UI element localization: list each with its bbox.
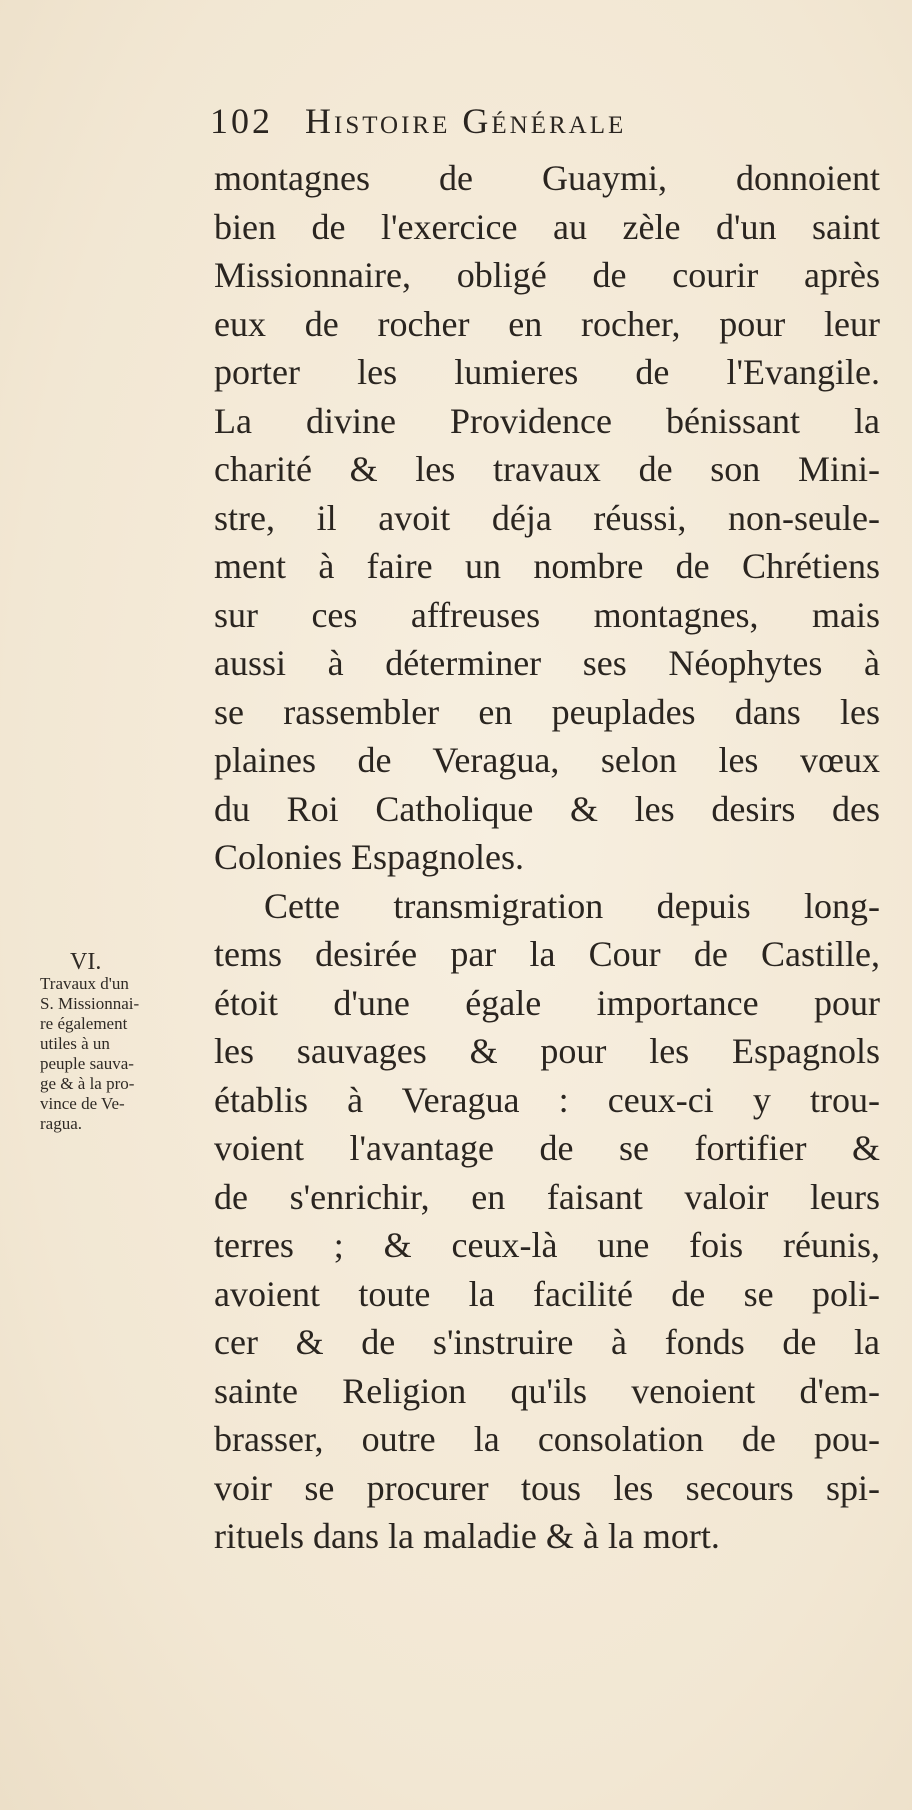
text-line: Missionnaire, obligé de courir après xyxy=(214,255,880,295)
text-line: tems desirée par la Cour de Castille, xyxy=(214,934,880,974)
marginal-note-line: Travaux d'un xyxy=(40,974,129,993)
section-number: VI. xyxy=(70,949,102,975)
text-line: établis à Veragua : ceux-ci y trou- xyxy=(214,1079,880,1120)
text-line: plaines de Veragua, selon les vœux xyxy=(214,740,880,780)
marginal-note-line: re également xyxy=(40,1014,128,1033)
text-line: charité & les travaux de son Mini- xyxy=(214,449,880,489)
text-line: du Roi Catholique & les desirs des xyxy=(214,788,880,829)
text-line: sur ces affreuses montagnes, mais xyxy=(214,594,880,635)
text-line: La divine Providence bénissant la xyxy=(214,400,880,441)
marginal-note-line: utiles à un xyxy=(40,1034,110,1053)
text-line: voient l'avantage de se fortifier & xyxy=(214,1128,880,1168)
text-line: eux de rocher en rocher, pour leur xyxy=(214,303,880,344)
text-line: terres ; & ceux-là une fois réunis, xyxy=(214,1225,880,1265)
marginal-note-line: S. Missionnai- xyxy=(40,994,140,1013)
body-text xyxy=(214,154,880,1561)
running-header xyxy=(210,100,890,142)
text-line: rituels dans la maladie & à la mort. xyxy=(214,1516,720,1556)
text-line: de s'enrichir, en faisant valoir leurs xyxy=(214,1176,880,1217)
page-number: 102 xyxy=(210,101,273,141)
text-line: bien de l'exercice au zèle d'un saint xyxy=(214,206,880,247)
text-line: montagnes de Guaymi, donnoient xyxy=(214,158,880,198)
text-line: cer & de s'instruire à fonds de la xyxy=(214,1322,880,1362)
text-line: brasser, outre la consolation de pou- xyxy=(214,1419,880,1459)
text-line: les sauvages & pour les Espagnols xyxy=(214,1031,880,1071)
marginal-note xyxy=(40,949,210,1134)
text-line: Colonies Espagnoles. xyxy=(214,837,524,877)
text-line: se rassembler en peuplades dans les xyxy=(214,691,880,732)
marginal-note-line: ge & à la pro- xyxy=(40,1074,135,1093)
text-line: sainte Religion qu'ils venoient d'em- xyxy=(214,1370,880,1411)
text-line: voir se procurer tous les secours spi- xyxy=(214,1467,880,1508)
marginal-note-line: ragua. xyxy=(40,1114,83,1133)
text-line: étoit d'une égale importance pour xyxy=(214,982,880,1023)
text-line: Cette transmigration depuis long- xyxy=(264,885,880,926)
marginal-note-line: peuple sauva- xyxy=(40,1054,134,1073)
text-line: aussi à déterminer ses Néophytes à xyxy=(214,643,880,683)
text-line: avoient toute la facilité de se poli- xyxy=(214,1273,880,1314)
text-line: ment à faire un nombre de Chrétiens xyxy=(214,546,880,586)
text-line: stre, il avoit déja réussi, non-seule- xyxy=(214,497,880,538)
running-title: Histoire Générale xyxy=(305,101,627,141)
marginal-note-line: vince de Ve- xyxy=(40,1094,125,1113)
text-line: porter les lumieres de l'Evangile. xyxy=(214,352,880,392)
